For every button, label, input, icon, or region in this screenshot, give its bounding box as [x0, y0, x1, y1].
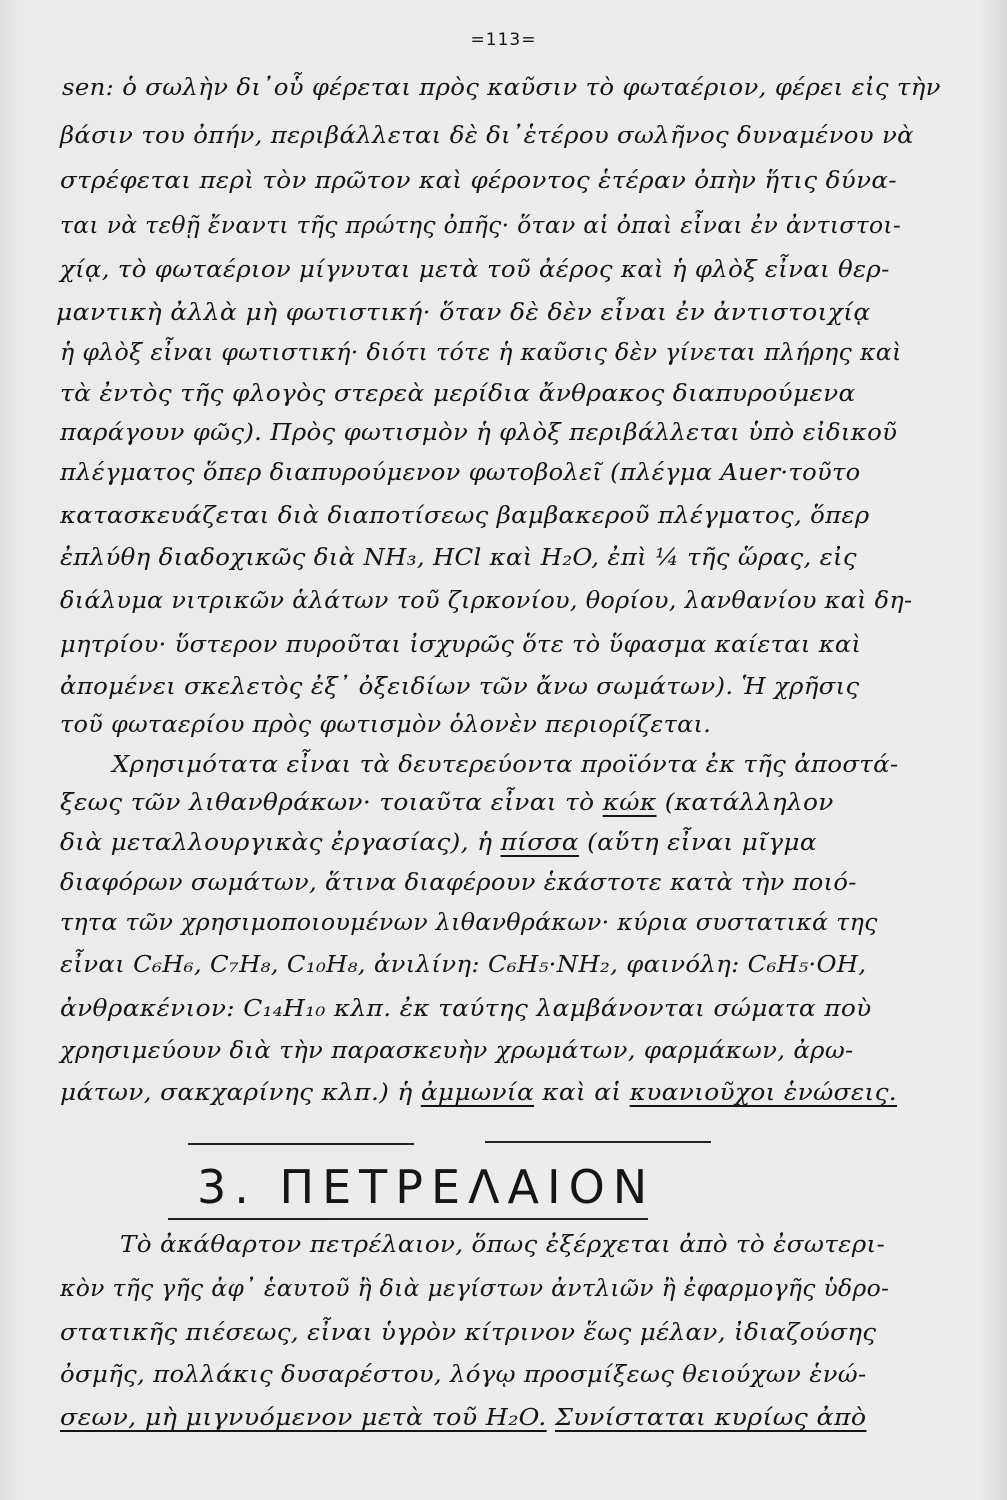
underlined-term: πίσσα [500, 830, 579, 856]
underlined-term: σεων, μὴ μιγνυόμενον μετὰ τοῦ H₂O. [60, 1405, 547, 1431]
text-line: χρησιμεύουν διὰ τὴν παρασκευὴν χρωμάτων, φαρμάκων, ἀρω- [60, 1038, 854, 1064]
text-line: στατικῆς πιέσεως, εἶναι ὑγρὸν κίτρινον ἕως μέλαν, ἰδιαζούσης [60, 1320, 877, 1346]
text-line: ἀπομένει σκελετὸς ἐξ᾽ ὀξειδίων τῶν ἄνω σωμάτων). Ἡ χρῆσις [60, 674, 860, 700]
text-line: ἐπλύθη διαδοχικῶς διὰ NH₃, HCl καὶ H₂O, ἐπὶ ¼ τῆς ὥρας, εἰς [60, 545, 857, 571]
text-line: χίᾳ, τὸ φωταέριον μίγνυται μετὰ τοῦ ἀέρος καὶ ἡ φλὸξ εἶναι θερ- [60, 257, 890, 283]
separator-rule [188, 1143, 414, 1145]
text-line: ὀσμῆς, πολλάκις δυσαρέστου, λόγῳ προσμίξεως θειούχων ἑνώ- [60, 1362, 867, 1388]
separator-rule [485, 1141, 711, 1143]
text-line: κατασκευάζεται διὰ διαποτίσεως βαμβακεροῦ πλέγματος, ὅπερ [60, 503, 870, 529]
text-line: κὸν τῆς γῆς ἀφ᾽ ἑαυτοῦ ἢ διὰ μεγίστων ἀντλιῶν ἢ ἐφαρμογῆς ὑδρο- [60, 1276, 890, 1302]
text-line: διαφόρων σωμάτων, ἅτινα διαφέρουν ἑκάστοτε κατὰ τὴν ποιό- [60, 870, 857, 896]
text-line: διάλυμα νιτρικῶν ἁλάτων τοῦ ζιρκονίου, θορίου, λανθανίου καὶ δη- [60, 588, 913, 614]
text-line: μάτων, σακχαρίνης κλπ.) ἡ ἀμμωνία καὶ αἱ κυανιοῦχοι ἑνώσεις. [60, 1080, 898, 1106]
text-line: στρέφεται περὶ τὸν πρῶτον καὶ φέροντος ἑτέραν ὀπὴν ἥτις δύνα- [60, 168, 897, 194]
underlined-term: ἀμμωνία [420, 1080, 535, 1106]
text-line: μαντικὴ ἀλλὰ μὴ φωτιστική· ὅταν δὲ δὲν εἶναι ἐν ἀντιστοιχίᾳ [56, 300, 871, 326]
text-line: ται νὰ τεθῇ ἔναντι τῆς πρώτης ὀπῆς· ὅταν αἱ ὀπαὶ εἶναι ἐν ἀντιστοι- [60, 213, 902, 239]
text-line: ἀνθρακένιον: C₁₄H₁₀ κλπ. ἐκ ταύτης λαμβάνονται σώματα ποὺ [60, 996, 872, 1022]
text-line: εἶναι C₆H₆, C₇H₈, C₁₀H₈, ἀνιλίνη: C₆H₅·NH₂, φαινόλη: C₆H₅·OH, [60, 952, 867, 978]
text-line: τὰ ἐντὸς τῆς φλογὸς στερεὰ μερίδια ἄνθρακος διαπυρούμενα [60, 381, 856, 407]
text-line: sen: ὁ σωλὴν δι᾽οὗ φέρεται πρὸς καῦσιν τὸ φωταέριον, φέρει εἰς τὴν [62, 75, 941, 101]
text-line: πλέγματος ὅπερ διαπυρούμενον φωτοβολεῖ (πλέγμα Auer·τοῦτο [60, 460, 861, 486]
heading-underline [168, 1218, 648, 1220]
text-line: βάσιν του ὀπήν, περιβάλλεται δὲ δι᾽ἑτέρου σωλῆνος δυναμένου νὰ [60, 123, 914, 149]
underlined-term: κυανιοῦχοι ἑνώσεις. [629, 1080, 898, 1106]
underlined-term: κώκ [602, 790, 657, 816]
text-line: ἡ φλὸξ εἶναι φωτιστική· διότι τότε ἡ καῦσις δὲν γίνεται πλήρης καὶ [60, 340, 902, 366]
text-line: τητα τῶν χρησιμοποιουμένων λιθανθράκων· κύρια συστατικά της [60, 910, 878, 936]
text-line: διὰ μεταλλουργικὰς ἐργασίας), ἡ πίσσα (αὕτη εἶναι μῖγμα [60, 830, 817, 856]
underlined-term: Συνίσταται κυρίως ἀπὸ [555, 1405, 867, 1431]
text-line: μητρίου· ὕστερον πυροῦται ἰσχυρῶς ὅτε τὸ ὕφασμα καίεται καὶ [60, 632, 862, 658]
section-heading: 3. ΠΕΤΡΕΛΑΙΟΝ [197, 1160, 656, 1214]
text-line: τοῦ φωταερίου πρὸς φωτισμὸν ὁλονὲν περιορίζεται. [60, 712, 712, 738]
text-line: ξεως τῶν λιθανθράκων· τοιαῦτα εἶναι τὸ κώκ (κατάλληλον [60, 790, 834, 816]
text-line: παράγουν φῶς). Πρὸς φωτισμὸν ἡ φλὸξ περιβάλλεται ὑπὸ εἰδικοῦ [60, 420, 898, 446]
text-line: Τὸ ἀκάθαρτον πετρέλαιον, ὅπως ἐξέρχεται ἀπὸ τὸ ἐσωτερι- [120, 1232, 886, 1258]
text-line [60, 1405, 867, 1445]
text-line: Χρησιμότατα εἶναι τὰ δευτερεύοντα προϊόντα ἐκ τῆς ἀποστά- [112, 752, 899, 778]
page-number: =113= [470, 30, 537, 50]
